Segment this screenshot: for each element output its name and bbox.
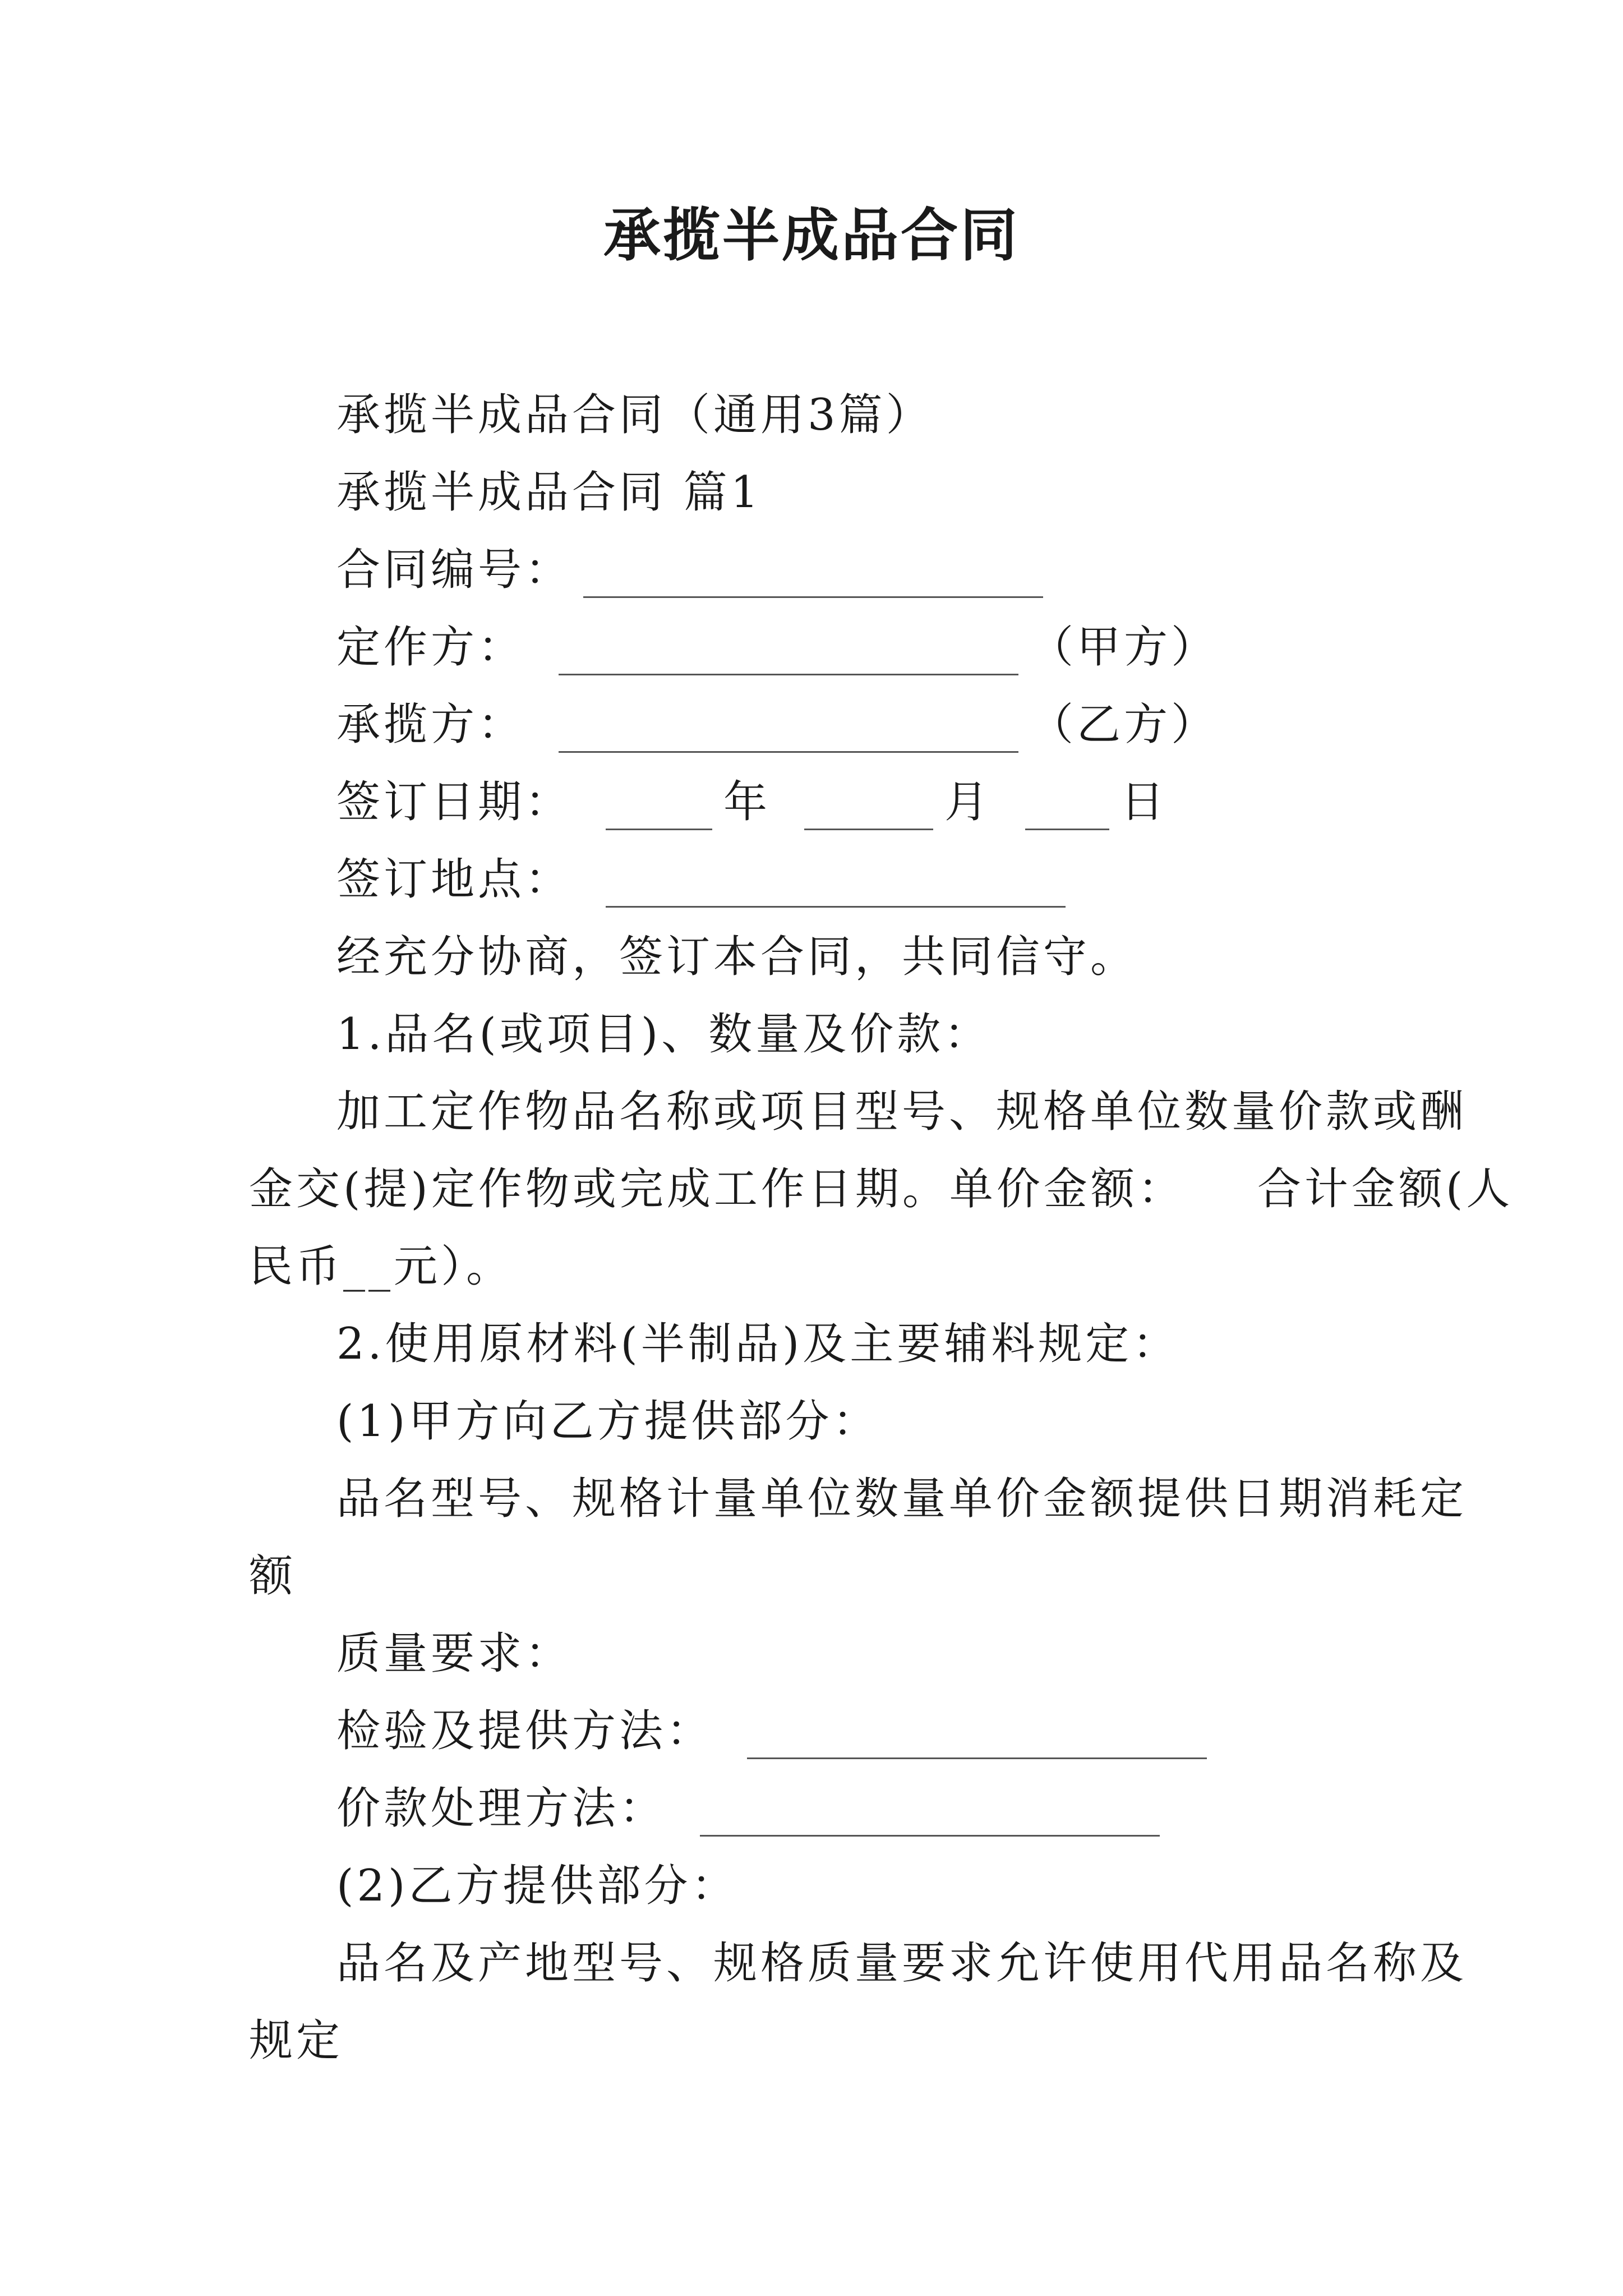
- day-label: 日: [1121, 777, 1168, 827]
- agreement-text: 经充分协商，签订本合同，共同信守。: [336, 932, 1138, 982]
- payment-blank: [700, 1796, 1160, 1837]
- month-label: 月: [944, 777, 992, 827]
- item-2-heading: 2.使用原材料(半制品)及主要辅料规定：: [336, 1319, 1180, 1369]
- contract-number-label: 合同编号：: [336, 545, 573, 595]
- item-1-text-line-3: 民币__元）。: [249, 1241, 514, 1292]
- sign-date-row: [336, 774, 1168, 830]
- section-heading-1: 承揽半成品合同 篇1: [336, 467, 762, 518]
- party-b-suffix: （乙方）: [1030, 700, 1219, 750]
- quality-requirement: 质量要求：: [336, 1628, 573, 1679]
- contract-number-blank: [583, 557, 1043, 598]
- party-a-row: [336, 619, 1218, 675]
- subtitle: 承揽半成品合同（通用3篇）: [336, 390, 933, 440]
- item-2-2-text-line-2: 规定: [249, 2016, 344, 2066]
- item-2-2-text-line-1: 品名及产地型号、规格质量要求允许使用代用品名称及: [336, 1938, 1468, 1989]
- inspection-label: 检验及提供方法：: [336, 1706, 714, 1756]
- document-title: 承揽半成品合同: [603, 202, 1020, 269]
- item-2-2-heading: (2)乙方提供部分：: [336, 1861, 739, 1911]
- payment-label: 价款处理方法：: [336, 1783, 667, 1834]
- party-b-blank: [559, 712, 1018, 753]
- day-blank: [1025, 789, 1109, 830]
- sign-place-blank: [606, 867, 1066, 908]
- item-2-1-text-line-1: 品名型号、规格计量单位数量单价金额提供日期消耗定: [336, 1474, 1468, 1524]
- sign-place-row: [336, 852, 1077, 908]
- party-b-label: 承揽方：: [336, 700, 525, 750]
- month-blank: [804, 789, 933, 830]
- item-1-text-line-1: 加工定作物品名称或项目型号、规格单位数量价款或酬: [336, 1087, 1468, 1137]
- sign-place-label: 签订地点：: [336, 854, 573, 905]
- year-label: 年: [723, 777, 771, 827]
- item-2-1-text-line-2: 额: [249, 1551, 297, 1602]
- contract-number-row: [336, 542, 1054, 598]
- sign-date-label: 签订日期：: [336, 777, 573, 827]
- year-blank: [606, 789, 712, 830]
- payment-row: [336, 1780, 1171, 1837]
- item-1-text-line-2: 金交(提)定作物或完成工作日期。单价金额： 合计金额(人: [249, 1164, 1514, 1214]
- party-a-blank: [559, 634, 1018, 675]
- item-1-heading: 1.品名(或项目)、数量及价款：: [336, 1009, 992, 1060]
- party-a-suffix: （甲方）: [1030, 622, 1219, 673]
- inspection-row: [336, 1703, 1218, 1759]
- party-a-label: 定作方：: [336, 622, 525, 673]
- item-2-1-heading: (1)甲方向乙方提供部分：: [336, 1396, 880, 1447]
- inspection-blank: [747, 1718, 1207, 1759]
- party-b-row: [336, 697, 1218, 753]
